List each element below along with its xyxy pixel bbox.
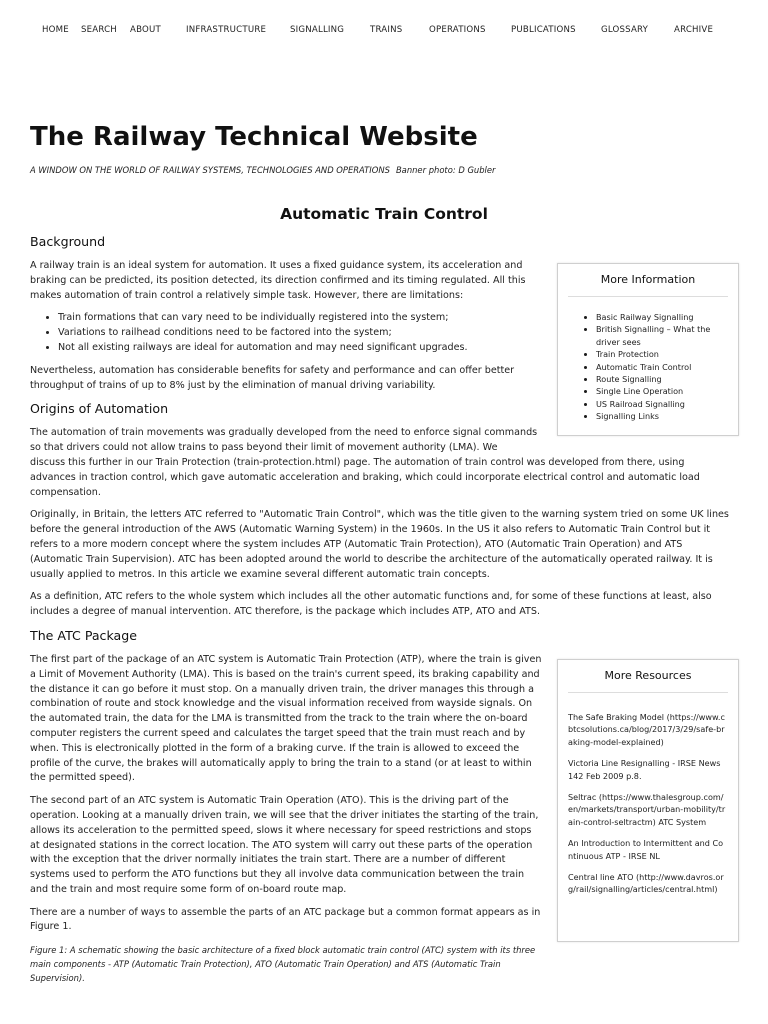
limitations-list bbox=[30, 311, 570, 355]
package-paragraph-3: There are a number of ways to assemble the parts of an ATC package but a common format appears as in Figure 1. bbox=[30, 906, 541, 933]
resource-link-central-line-ato[interactable]: Central line ATO (http://www.davros.org/rail/signalling/articles/central.html) bbox=[568, 872, 724, 895]
top-navigation bbox=[0, 0, 768, 60]
list-item bbox=[596, 373, 726, 385]
section-heading-atc-package: The ATC Package bbox=[30, 627, 138, 643]
list-item: • Not all existing railways are ideal for automation and may need significant upgrades. bbox=[58, 341, 570, 356]
more-resources-box bbox=[557, 659, 739, 942]
more-resources-title: More Resources bbox=[604, 669, 692, 682]
link-signalling-links[interactable]: Signalling Links bbox=[596, 411, 659, 422]
package-paragraph-2: The second part of an ATC system is Automatic Train Operation (ATO). This is the driving part of the operation. Looking at a manually driven train, we will see that the driver initiates the starting of the train, allows its acceleration to the permitted speed, slows it where necessary for speed restrictions and stops at designated stations in the correct location. The ATO system will carry out these parts of the operation with the exception that the driver normally initiates the train start. There are a number of different systems used to perform the ATO functions but they all involve data communication between the train and the train and most require some form of on-board route map. bbox=[30, 795, 539, 895]
nav-archive[interactable]: ARCHIVE bbox=[674, 25, 714, 35]
background-paragraph-2: Nevertheless, automation has considerable benefits for safety and performance and can offer better throughput of trains of up to 8% just by the elimination of manual driving variability. bbox=[30, 364, 515, 391]
list-item bbox=[596, 361, 726, 373]
origins-paragraph-3: As a definition, ATC refers to the whole system which includes all the other automatic functions and, for some of these functions at least, also includes a degree of manual intervention. ATC therefore, is the package which includes ATP, ATO and ATS. bbox=[30, 591, 712, 618]
nav-home[interactable]: HOME bbox=[42, 25, 69, 35]
list-item bbox=[596, 323, 726, 348]
nav-operations[interactable]: OPERATIONS bbox=[429, 25, 486, 35]
resource-link-seltrac[interactable]: Seltrac (https://www.thalesgroup.com/en/markets/transport/urban-mobility/train-control-seltractm) ATC System bbox=[568, 792, 726, 827]
divider bbox=[568, 692, 728, 693]
list-item: • Train formations that can vary need to be individually registered into the system; bbox=[58, 311, 570, 326]
tagline-text: A WINDOW ON THE WORLD OF RAILWAY SYSTEMS, TECHNOLOGIES AND OPERATIONS bbox=[30, 165, 390, 175]
nav-trains[interactable]: TRAINS bbox=[370, 25, 403, 35]
nav-glossary[interactable]: GLOSSARY bbox=[601, 25, 649, 35]
site-tagline bbox=[30, 165, 495, 175]
link-automatic-train-control[interactable]: Automatic Train Control bbox=[596, 361, 692, 372]
package-paragraph-1: The first part of the package of an ATC system is Automatic Train Protection (ATP), where the train is given a Limit of Movement Authority (LMA). This is based on the train's current speed, its braking capability and the distance it can go before it must stop. On a manually driven train, the driver manages this through a combination of route and stock knowledge and the visual information received from wayside signals. On the automated train, the data for the LMA is transmitted from the track to the train where the on-board computer registers the current speed and calculates the target speed that the train must reach and by when. This is electronically plotted in the form of a braking curve. If the train is allowed to exceed the profile of the curve, the brakes will automatically apply to bring the train to a stand (or at least to within the permitted speed). bbox=[30, 653, 542, 784]
resource-link-safe-braking-model[interactable]: The Safe Braking Model (https://www.cbtcsolutions.ca/blog/2017/3/29/safe-braking-model-explained) bbox=[568, 712, 725, 747]
nav-search[interactable]: SEARCH bbox=[81, 25, 117, 35]
figure-1-caption: Figure 1: A schematic showing the basic architecture of a fixed block automatic train control (ATC) system with its three main components - ATP (Automatic Train Protection), ATO (Automatic Train Operation) and ATS (Automatic Train Supervision). bbox=[30, 945, 536, 984]
nav-infrastructure[interactable]: INFRASTRUCTURE bbox=[186, 25, 267, 35]
origins-paragraph-1-start: The automation of train movements was gradually developed from the need to enforce signal commands so that drivers could not allow trains to pass beyond their limit of movement authority (LMA). We bbox=[30, 427, 538, 454]
list-item bbox=[596, 398, 726, 410]
resource-link-victoria-line[interactable]: Victoria Line Resignalling - IRSE News 142 Feb 2009 p.8. bbox=[568, 758, 721, 781]
more-information-title: More Information bbox=[600, 273, 696, 286]
link-basic-railway-signalling[interactable]: Basic Railway Signalling bbox=[596, 312, 694, 322]
origins-paragraph-1-end: discuss this further in our Train Protection (train-protection.html) page. The automation of train control was developed from there, using advances in traction control, which gave automatic acceleration and braking, which could incorporate electrical control and automatic load compensation. bbox=[30, 456, 700, 498]
link-us-railroad-signalling[interactable]: US Railroad Signalling bbox=[596, 398, 685, 409]
page-title: Automatic Train Control bbox=[280, 205, 488, 223]
list-item: • Variations to railhead conditions need to be factored into the system; bbox=[58, 326, 570, 341]
divider bbox=[568, 296, 728, 297]
nav-publications[interactable]: PUBLICATIONS bbox=[511, 25, 576, 35]
list-item bbox=[596, 410, 726, 422]
link-train-protection[interactable]: Train Protection bbox=[596, 349, 659, 360]
more-resources-list bbox=[568, 711, 728, 896]
link-route-signalling[interactable]: Route Signalling bbox=[596, 374, 662, 385]
origins-paragraph-1 bbox=[30, 426, 730, 500]
nav-signalling[interactable]: SIGNALLING bbox=[290, 25, 345, 35]
more-information-list bbox=[558, 311, 738, 423]
list-item bbox=[596, 348, 726, 360]
more-information-box bbox=[557, 263, 739, 436]
link-british-signalling[interactable]: British Signalling – What the driver sees bbox=[596, 324, 711, 347]
background-paragraph-1: A railway train is an ideal system for automation. It uses a fixed guidance system, its acceleration and braking can be predicted, its position detected, its direction confirmed and its timing regulated. All this makes automation of train control a relatively simple task. However, there are limitations: bbox=[30, 260, 526, 301]
section-heading-background: Background bbox=[30, 234, 106, 249]
nav-about[interactable]: ABOUT bbox=[130, 25, 161, 35]
section-heading-origins: Origins of Automation bbox=[30, 401, 169, 417]
list-item bbox=[596, 385, 726, 397]
banner-photo-credit: Banner photo: D Gubler bbox=[395, 165, 496, 175]
site-title[interactable]: The Railway Technical Website bbox=[30, 122, 478, 152]
origins-paragraph-2: Originally, in Britain, the letters ATC referred to "Automatic Train Control", which was the title given to the warning system tried on some UK lines before the general introduction of the AWS (Automatic Warning System) in the 1960s. In the US it also refers to Automatic Train Control but it refers to a more modern concept where the system includes ATP (Automatic Train Protection), ATO (Automatic Train Operation) and ATS (Automatic Train Supervision). ATC has been adopted around the world to describe the architecture of the automatically operated railway. It is usually applied to metros. In this article we examine several different automatic train concepts. bbox=[30, 509, 729, 580]
list-item bbox=[596, 311, 726, 323]
resource-link-intermittent-continuous-atp[interactable]: An Introduction to Intermittent and Continuous ATP - IRSE NL bbox=[568, 838, 724, 861]
link-single-line-operation[interactable]: Single Line Operation bbox=[596, 386, 684, 397]
